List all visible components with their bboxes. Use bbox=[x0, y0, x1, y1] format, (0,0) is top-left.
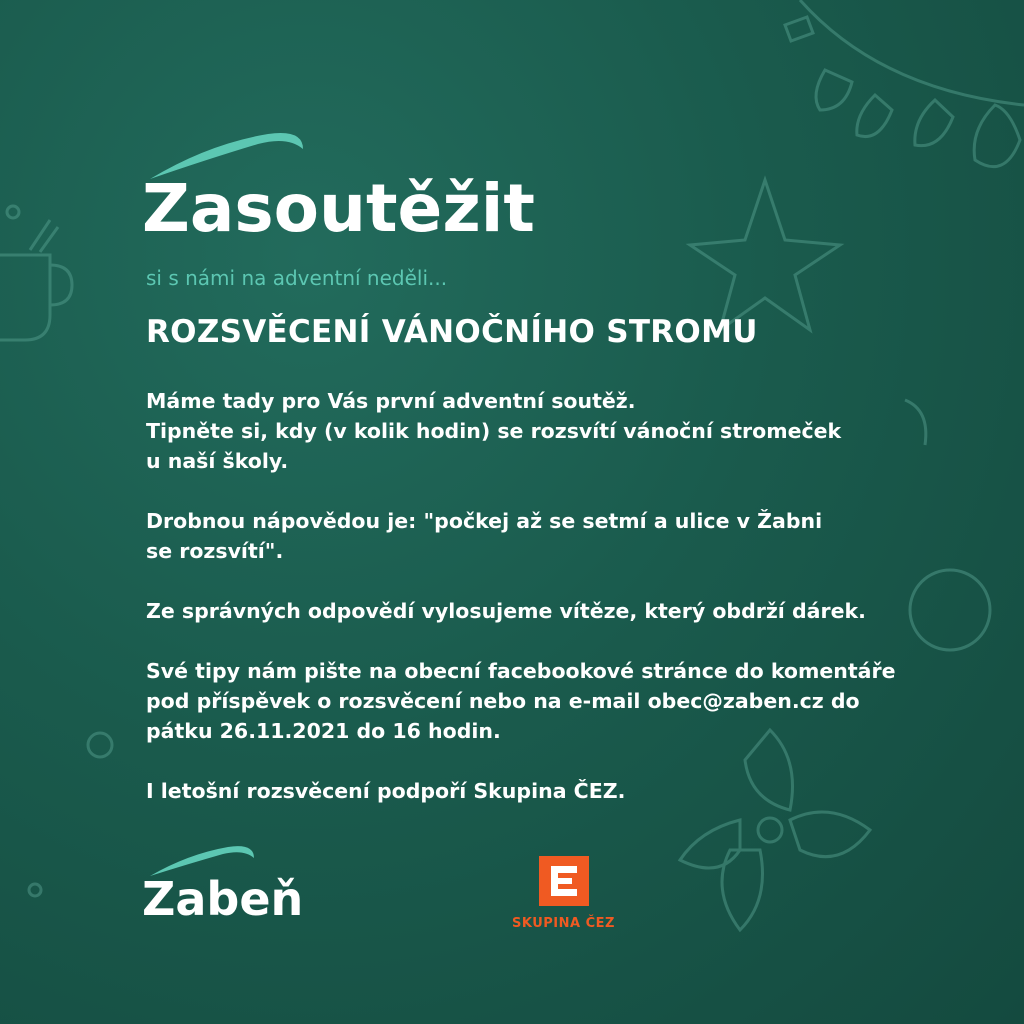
star-icon bbox=[690, 180, 840, 330]
paragraph-sponsor bbox=[146, 776, 906, 806]
text-line: I letošní rozsvěcení podpoří Skupina ČEZ. bbox=[146, 779, 626, 803]
ring-icon bbox=[7, 206, 19, 218]
mug-icon bbox=[0, 220, 72, 340]
bulb-icon bbox=[785, 17, 813, 41]
cez-e-icon bbox=[539, 856, 589, 906]
paragraph-prize bbox=[146, 596, 906, 626]
text-line: Ze správných odpovědí vylosujeme vítěze, který obdrží dárek. bbox=[146, 599, 866, 623]
brand-logo: Zabeň bbox=[142, 872, 304, 926]
garland-lights-icon bbox=[800, 0, 1024, 105]
announcement-body bbox=[146, 386, 906, 836]
bulb-icon bbox=[857, 95, 892, 137]
text-line: pod příspěvek o rozsvěcení nebo na e-mail obec@zaben.cz do bbox=[146, 689, 860, 713]
page-subtitle: si s námi na adventní neděli... bbox=[146, 266, 448, 290]
cez-logo-icon bbox=[539, 856, 589, 906]
text-line: Drobnou nápovědou je: "počkej až se setmí a ulice v Žabni bbox=[146, 509, 823, 533]
bulb-icon bbox=[915, 100, 953, 146]
sponsor-label: SKUPINA ČEZ bbox=[512, 916, 615, 931]
text-line: se rozsvítí". bbox=[146, 539, 284, 563]
paragraph-intro bbox=[146, 386, 906, 476]
text-line: Své tipy nám pište na obecní facebookové stránce do komentáře bbox=[146, 659, 896, 683]
bulb-icon bbox=[974, 105, 1020, 167]
text-line: pátku 26.11.2021 do 16 hodin. bbox=[146, 719, 501, 743]
paragraph-instructions bbox=[146, 656, 906, 746]
paragraph-hint bbox=[146, 506, 906, 566]
event-heading: ROZSVĚCENÍ VÁNOČNÍHO STROMU bbox=[146, 314, 758, 350]
ring-icon bbox=[29, 884, 41, 896]
ring-icon bbox=[88, 733, 112, 757]
text-line: Máme tady pro Vás první adventní soutěž. bbox=[146, 389, 636, 413]
page-title: Zasoutěžit bbox=[142, 170, 535, 247]
text-line: u naší školy. bbox=[146, 449, 289, 473]
text-line: Tipněte si, kdy (v kolik hodin) se rozsvítí vánoční stromeček bbox=[146, 419, 842, 443]
bulb-icon bbox=[816, 70, 852, 110]
ring-icon bbox=[910, 570, 990, 650]
